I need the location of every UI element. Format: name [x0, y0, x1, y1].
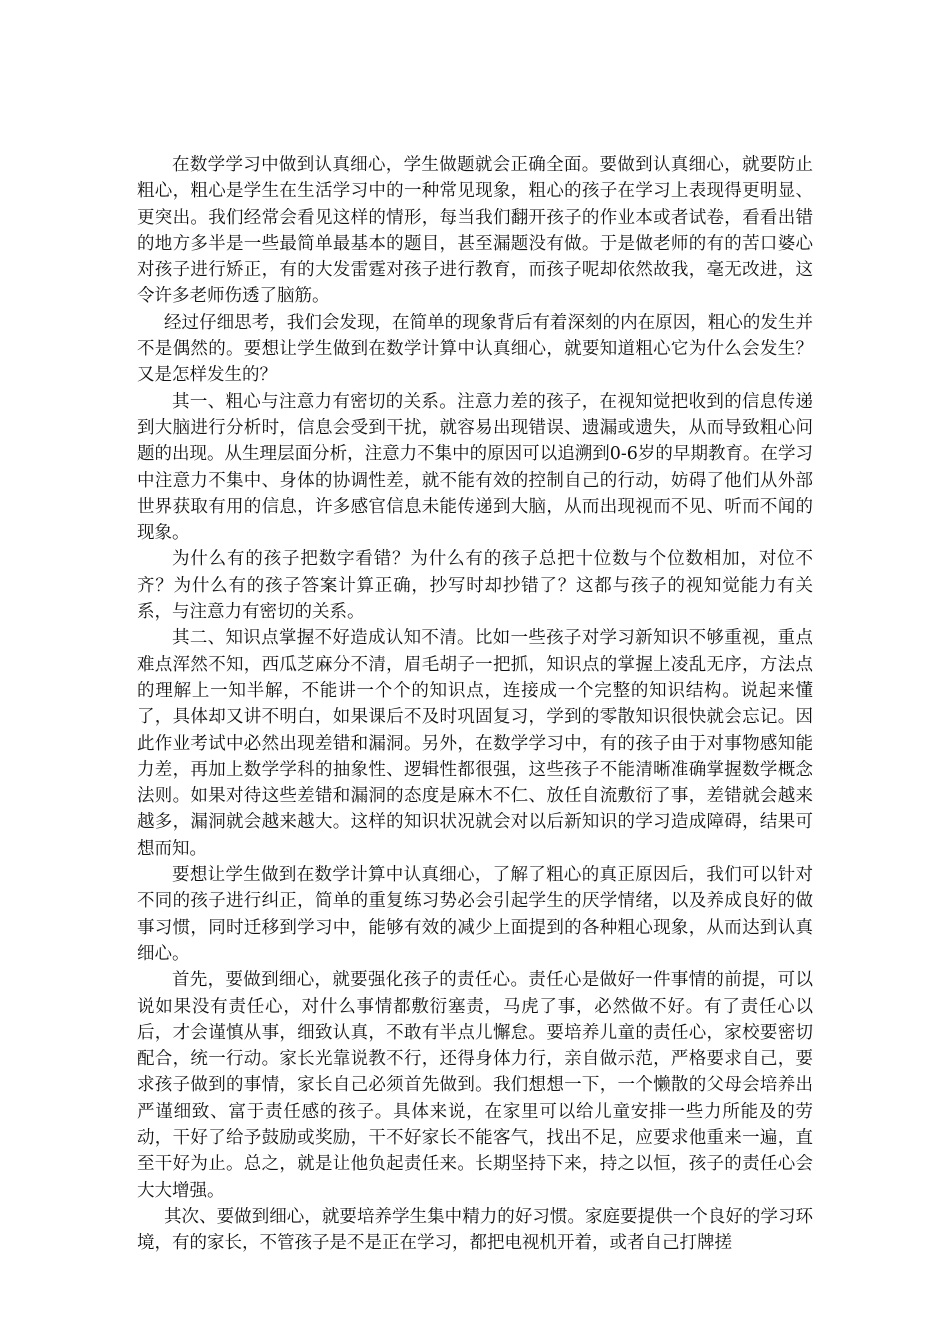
paragraph: 其一、粗心与注意力有密切的关系。注意力差的孩子，在视知觉把收到的信息传递到大脑进行分析时，信息会受到干扰，就容易出现错误、遗漏或遗失，从而导致粗心问题的出现。从生理层面分析，注意力不集中的原因可以追溯到0-6岁的早期教育。在学习中注意力不集中、身体的协调性差，就不能有效的控制自己的行动，妨碍了他们从外部世界获取有用的信息，许多感官信息未能传递到大脑，从而出现视而不见、听而不闻的现象。	[137, 391, 813, 544]
paragraph: 在数学学习中做到认真细心，学生做题就会正确全面。要做到认真细心，就要防止粗心，粗心是学生在生活学习中的一种常见现象，粗心的孩子在学习上表现得更明显、更突出。我们经常会看见这样的情形，每当我们翻开孩子的作业本或者试卷，看看出错的地方多半是一些最简单最基本的题目，甚至漏题没有做。于是做老师的有的苦口婆心对孩子进行矫正，有的大发雷霆对孩子进行教育，而孩子呢却依然故我，毫无改进，这令许多老师伤透了脑筋。	[137, 155, 813, 307]
paragraph: 其次、要做到细心，就要培养学生集中精力的好习惯。家庭要提供一个良好的学习环境，有的家长，不管孩子是不是正在学习，都把电视机开着，或者自己打牌搓	[137, 1206, 813, 1254]
paragraph: 经过仔细思考，我们会发现，在简单的现象背后有着深刻的内在原因，粗心的发生并不是偶然的。要想让学生做到在数学计算中认真细心，就要知道粗心它为什么会发生？又是怎样发生的？	[137, 312, 813, 386]
paragraph: 其二、知识点掌握不好造成认知不清。比如一些孩子对学习新知识不够重视，重点难点浑然不知，西瓜芝麻分不清，眉毛胡子一把抓，知识点的掌握上凌乱无序，方法点的理解上一知半解，不能讲一个个的知识点，连接成一个完整的知识结构。说起来懂了，具体却又讲不明白，如果课后不及时巩固复习，学到的零散知识很快就会忘记。因此作业考试中必然出现差错和漏洞。另外，在数学学习中，有的孩子由于对事物感知能力差，再加上数学学科的抽象性、逻辑性都很强，这些孩子不能清晰准确掌握数学概念法则。如果对待这些差错和漏洞的态度是麻木不仁、放任自流敷衍了事，差错就会越来越多，漏洞就会越来越大。这样的知识状况就会对以后新知识的学习造成障碍，结果可想而知。	[137, 628, 813, 859]
paragraph: 要想让学生做到在数学计算中认真细心，了解了粗心的真正原因后，我们可以针对不同的孩子进行纠正，简单的重复练习势必会引起学生的厌学情绪，以及养成良好的做事习惯，同时迁移到学习中，能够有效的减少上面提到的各种粗心现象，从而达到认真细心。	[137, 865, 813, 964]
paragraph: 为什么有的孩子把数字看错？为什么有的孩子总把十位数与个位数相加，对位不齐？为什么有的孩子答案计算正确，抄写时却抄错了？这都与孩子的视知觉能力有关系，与注意力有密切的关系。	[137, 549, 813, 623]
paragraph: 首先，要做到细心，就要强化孩子的责任心。责任心是做好一件事情的前提，可以说如果没有责任心，对什么事情都敷衍塞责，马虎了事，必然做不好。有了责任心以后，才会谨慎从事，细致认真，不敢有半点儿懈怠。要培养儿童的责任心，家校要密切配合，统一行动。家长光靠说教不行，还得身体力行，亲自做示范，严格要求自己，要求孩子做到的事情，家长自己必须首先做到。我们想想一下，一个懒散的父母会培养出严谨细致、富于责任感的孩子。具体来说，在家里可以给儿童安排一些力所能及的劳动，干好了给予鼓励或奖励，干不好家长不能客气，找出不足，应要求他重来一遍，直至干好为止。总之，就是让他负起责任来。长期坚持下来，持之以恒，孩子的责任心会大大增强。	[137, 970, 813, 1201]
document-body	[137, 152, 813, 1256]
